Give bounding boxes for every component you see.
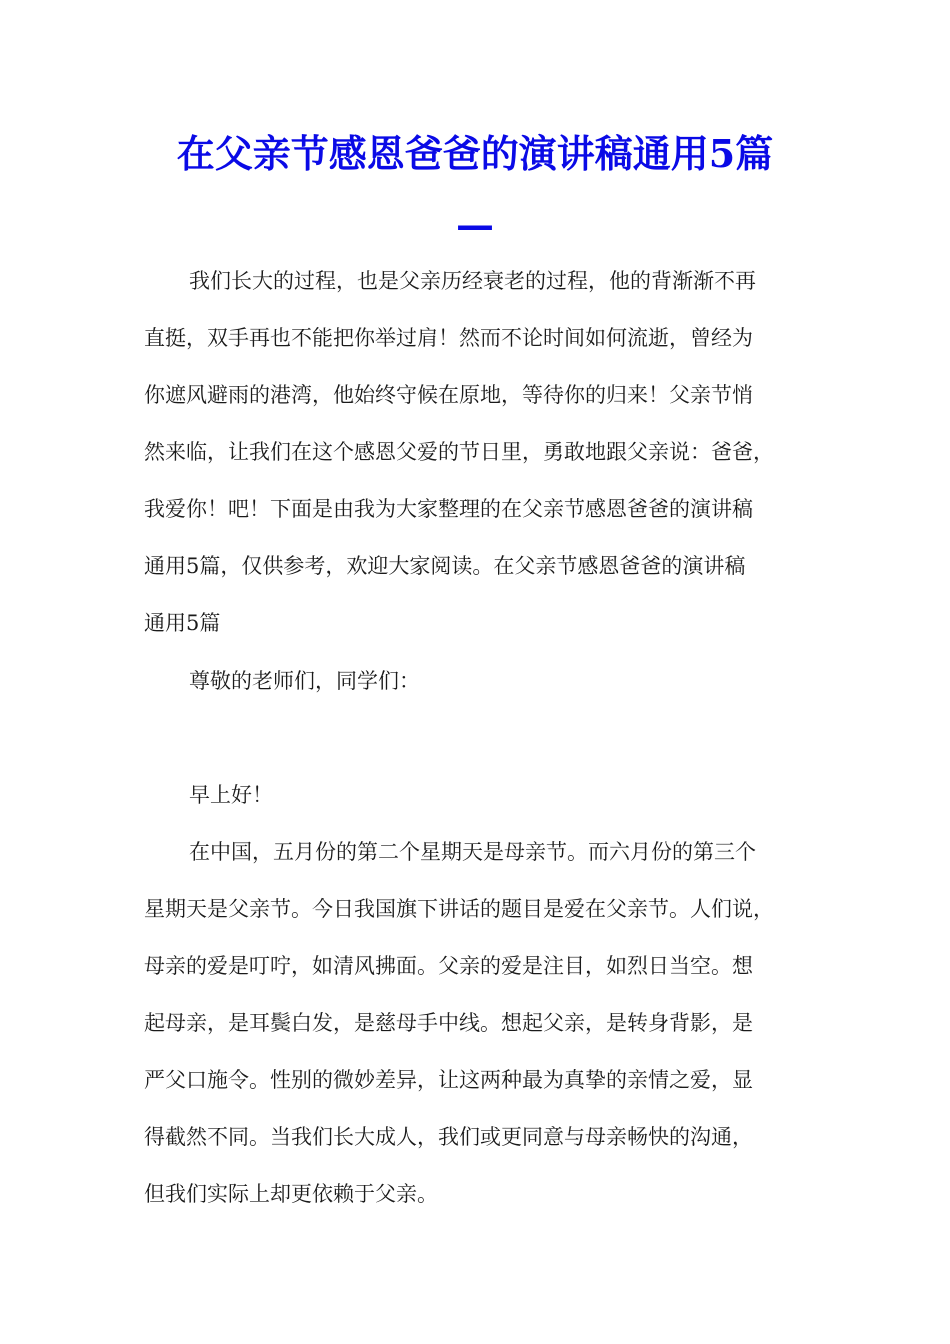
paragraph-line: 通用5篇，仅供参考，欢迎大家阅读。在父亲节感恩爸爸的演讲稿 <box>144 554 746 578</box>
paragraph-line: 起母亲，是耳鬓白发，是慈母手中线。想起父亲，是转身背影，是 <box>144 1011 753 1035</box>
title-dash: — <box>456 202 494 247</box>
morning-line: 早上好！ <box>189 783 273 807</box>
greeting-paragraph <box>144 653 830 710</box>
paragraph-line: 我爱你！吧！下面是由我为大家整理的在父亲节感恩爸爸的演讲稿 <box>144 497 753 521</box>
document-title: 在父亲节感恩爸爸的演讲稿通用5篇 <box>176 131 774 176</box>
paragraph-line: 母亲的爱是叮咛，如清风拂面。父亲的爱是注目，如烈日当空。想 <box>144 954 753 978</box>
greeting-line: 尊敬的老师们，同学们： <box>189 669 420 693</box>
paragraph-line: 但我们实际上却更依赖于父亲。 <box>144 1182 438 1206</box>
intro-paragraph <box>144 253 830 652</box>
paragraph-line: 直挺，双手再也不能把你举过肩！然而不论时间如何流逝，曾经为 <box>144 326 753 350</box>
paragraph-line: 在中国，五月份的第二个星期天是母亲节。而六月份的第三个 <box>189 840 756 864</box>
paragraph-line: 严父口施令。性别的微妙差异，让这两种最为真挚的亲情之爱，显 <box>144 1068 753 1092</box>
paragraph-line: 得截然不同。当我们长大成人，我们或更同意与母亲畅快的沟通， <box>144 1125 753 1149</box>
paragraph-line: 然来临，让我们在这个感恩父爱的节日里，勇敢地跟父亲说：爸爸， <box>144 440 774 464</box>
paragraph-line: 你遮风避雨的港湾，他始终守候在原地，等待你的归来！父亲节悄 <box>144 383 753 407</box>
paragraph-line: 我们长大的过程，也是父亲历经衰老的过程，他的背渐渐不再 <box>189 269 756 293</box>
paragraph-line: 通用5篇 <box>144 611 221 635</box>
morning-paragraph <box>144 767 830 824</box>
paragraph-line: 星期天是父亲节。今日我国旗下讲话的题目是爱在父亲节。人们说， <box>144 897 774 921</box>
body-paragraph <box>144 824 830 1223</box>
